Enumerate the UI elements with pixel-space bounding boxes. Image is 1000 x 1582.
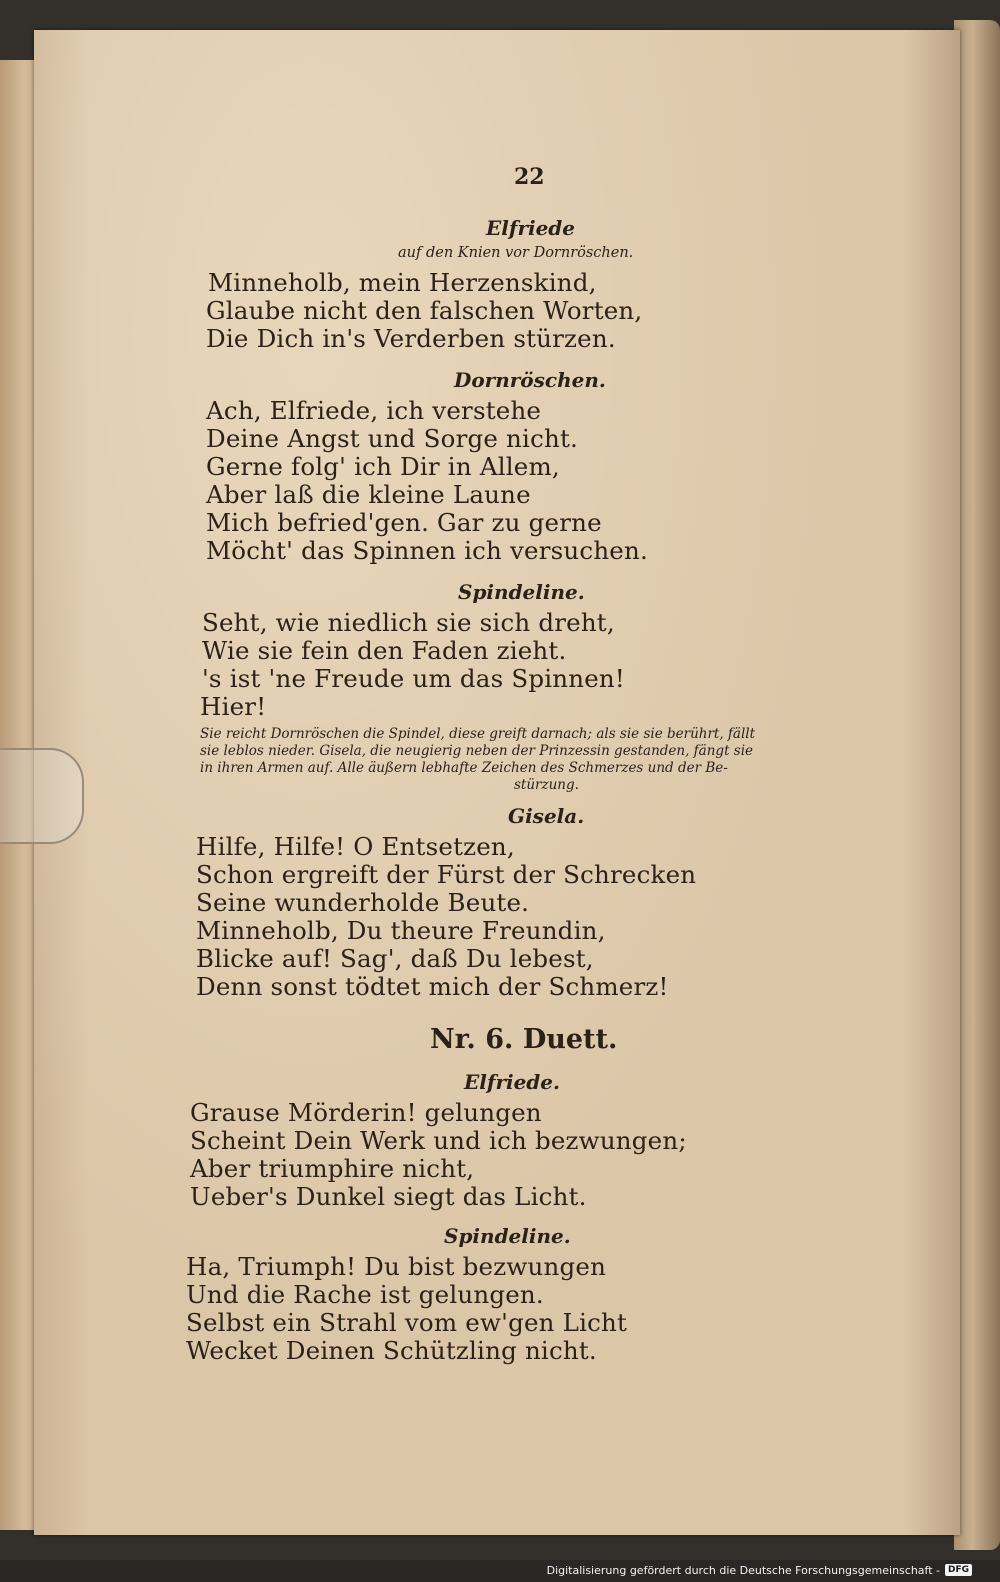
section-heading: Nr. 6. Duett. [430, 1024, 618, 1055]
verse-line: Scheint Dein Werk und ich bezwungen; [190, 1126, 687, 1155]
verse-line: Wie sie fein den Faden zieht. [202, 636, 567, 665]
stage-direction: auf den Knien vor Dornröschen. [398, 245, 634, 261]
verse-line: Seht, wie niedlich sie sich dreht, [202, 608, 615, 637]
verse-line: Ach, Elfriede, ich verstehe [206, 396, 542, 425]
verse-line: 's ist 'ne Freude um das Spinnen! [202, 664, 625, 693]
verse-line: Ha, Triumph! Du bist bezwungen [186, 1252, 607, 1281]
verse-line: Glaube nicht den falschen Worten, [206, 296, 643, 325]
stage-direction-line: sie leblos nieder. Gisela, die neugierig neben der Prinzessin gestanden, fängt sie [200, 743, 754, 759]
verse-line: Seine wunderholde Beute. [196, 888, 530, 917]
digitization-credit [547, 1560, 972, 1580]
verse-line: Mich befried'gen. Gar zu gerne [206, 508, 602, 537]
speaker-elfriede: Elfriede [486, 216, 576, 240]
verse-line: Deine Angst und Sorge nicht. [206, 424, 578, 453]
speaker-spindeline: Spindeline. [444, 1224, 571, 1248]
page-number: 22 [514, 164, 545, 190]
speaker-spindeline: Spindeline. [458, 580, 585, 604]
stage-direction-line: in ihren Armen auf. Alle äußern lebhafte Zeichen des Schmerzes und der Be- [200, 760, 728, 776]
speaker-elfriede: Elfriede. [464, 1070, 560, 1094]
verse-line: Ueber's Dunkel siegt das Licht. [190, 1182, 587, 1211]
verse-line: Blicke auf! Sag', daß Du lebest, [196, 944, 594, 973]
verse-line: Und die Rache ist gelungen. [186, 1280, 544, 1309]
verse-line: Die Dich in's Verderben stürzen. [206, 324, 616, 353]
verse-line: Aber triumphire nicht, [190, 1154, 475, 1183]
dfg-logo-icon: DFG [945, 1564, 972, 1576]
page-edge-right [954, 20, 1000, 1550]
verse-line: Schon ergreift der Fürst der Schrecken [196, 860, 697, 889]
book-page [34, 30, 960, 1535]
speaker-gisela: Gisela. [508, 804, 585, 828]
paper-clip [0, 748, 84, 844]
stage-direction-line: stürzung. [514, 777, 579, 793]
verse-line: Denn sonst tödtet mich der Schmerz! [196, 972, 669, 1001]
verse-line: Möcht' das Spinnen ich versuchen. [206, 536, 648, 565]
stage-direction-line: Sie reicht Dornröschen die Spindel, diese greift darnach; als sie sie berührt, fällt [200, 726, 756, 742]
speaker-dornroeschen: Dornröschen. [454, 368, 606, 392]
verse-line: Hier! [200, 692, 267, 721]
verse-line: Hilfe, Hilfe! O Entsetzen, [196, 832, 515, 861]
verse-line: Aber laß die kleine Laune [206, 480, 531, 509]
verse-line: Grause Mörderin! gelungen [190, 1098, 542, 1127]
verse-line: Minneholb, mein Herzenskind, [208, 268, 597, 297]
verse-line: Selbst ein Strahl vom ew'gen Licht [186, 1308, 628, 1337]
verse-line: Gerne folg' ich Dir in Allem, [206, 452, 560, 481]
verse-line: Wecket Deinen Schützling nicht. [186, 1336, 597, 1365]
credit-text: Digitalisierung gefördert durch die Deutsche Forschungsgemeinschaft - [546, 1563, 940, 1577]
verse-line: Minneholb, Du theure Freundin, [196, 916, 606, 945]
